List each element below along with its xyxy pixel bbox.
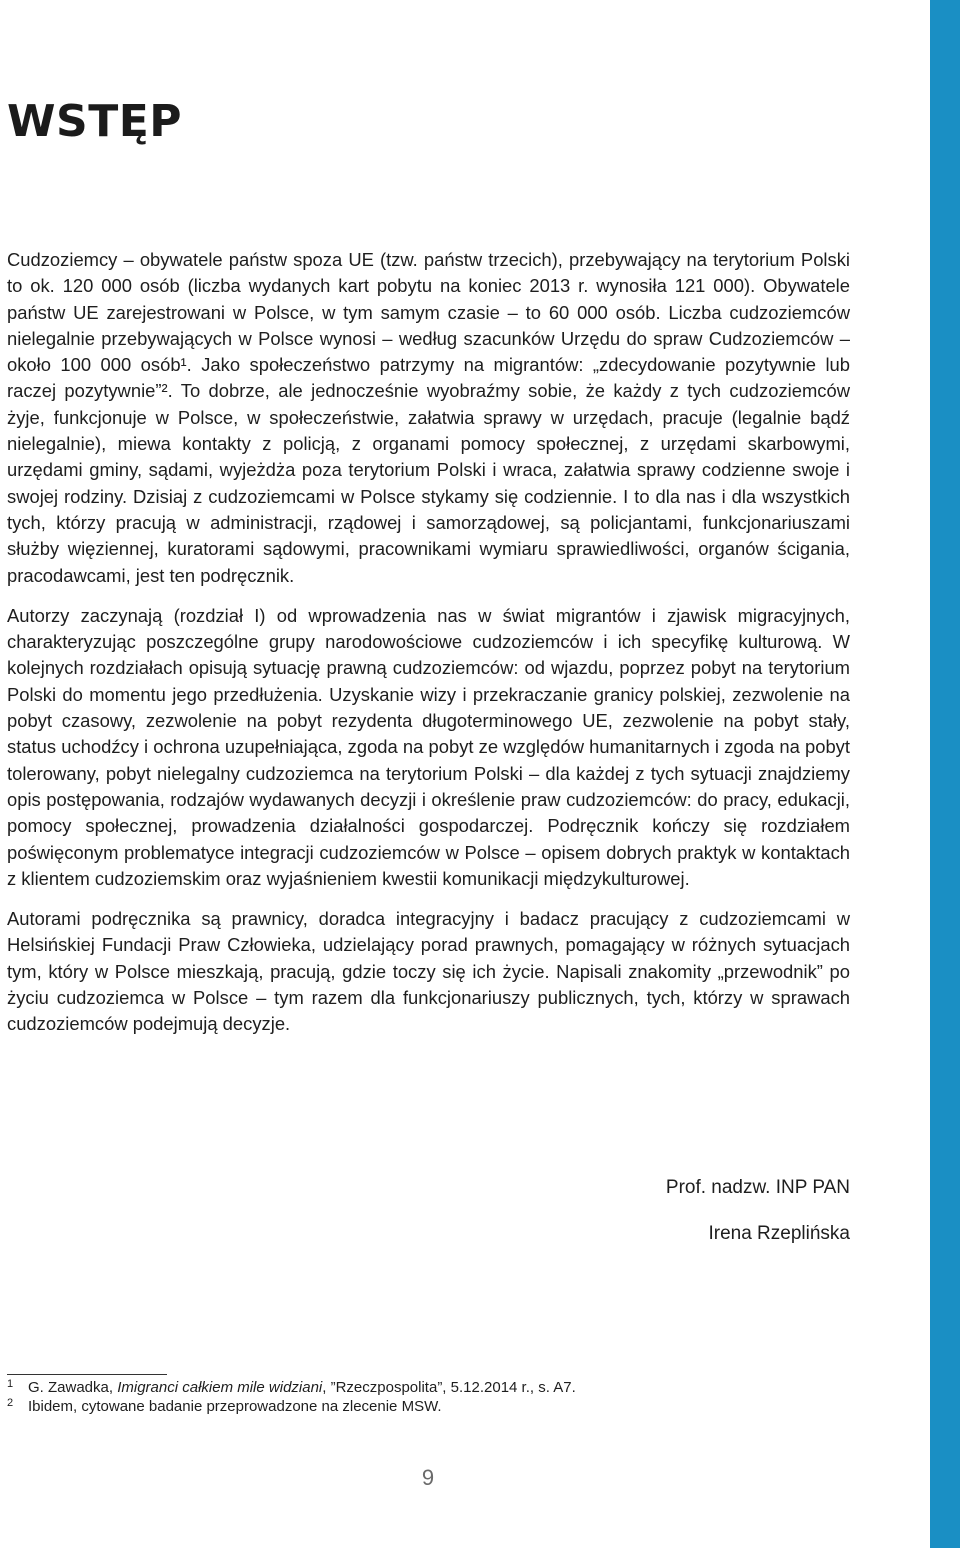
footnote-text: , ”Rzeczpospolita”, 5.12.2014 r., s. A7. [322,1379,576,1396]
paragraph-1: Cudzoziemcy – obywatele państw spoza UE (tzw. państw trzecich), przebywający na terytorium Polski to ok. 120 000 osób (liczba wydanych kart pobytu na koniec 2013 r. wynosiła 121 000). Obywatele państw UE zarejestrowani w Polsce, w tym samym czasie – to 60 000 osób. Liczba cudzoziemców nielegalnie przebywających w Polsce wynosi – według szacunków Urzędu do spraw Cudzoziemców – około 100 000 osób¹. Jako społeczeństwo patrzymy na migrantów: „zdecydowanie pozytywnie lub raczej pozytywnie”². To dobrze, ale jednocześnie wyobraźmy sobie, że każdy z tych cudzoziemców żyje, funkcjonuje w Polsce, w społeczeństwie, załatwia sprawy w urzędach, pracuje (legalnie bądź nielegalnie), miewa kontakty z policją, z organami pomocy społecznej, z urzędami skarbowymi, urzędami gminy, sądami, wyjeżdża poza terytorium Polski i wraca, załatwia sprawy codzienne swoje i swojej rodziny. Dzisiaj z cudzoziemcami w Polsce stykamy się codziennie. I to dla nas i dla wszystkich tych, którzy pracują w administracji, rządowej i samorządowej, są policjantami, funkcjonariuszami służby więziennej, kuratorami sądowymi, pracownikami wymiaru sprawiedliwości, organów ścigania, pracodawcami, jest ten podręcznik. [7,249,850,586]
footnote-text: Ibidem, cytowane badanie przeprowadzone na zlecenie MSW. [28,1397,442,1415]
signature-block [666,1175,850,1267]
accent-side-bar [930,0,960,1548]
footnote-1 [7,1379,576,1398]
footnote-number: 2 [7,1396,14,1409]
footnotes [7,1379,576,1416]
body-text [7,247,850,1052]
signature-title: Prof. nadzw. INP PAN [665,1177,850,1198]
footnote-separator [7,1374,167,1375]
page-heading: WSTĘP [7,96,183,147]
footnote-number: 1 [7,1378,14,1390]
signature-name: Irena Rzeplińska [708,1223,850,1244]
page-number: 9 [421,1465,435,1490]
paragraph-3: Autorami podręcznika są prawnicy, doradca integracyjny i badacz pracujący z cudzoziemcami w Helsińskiej Fundacji Praw Człowieka, udzielający porad prawnych, pomagający w różnych sytuacjach tym, który w Polsce mieszkają, pracują, gdzie toczy się ich życie. Napisali znakomity „przewodnik” po życiu cudzoziemca w Polsce – tym razem dla funkcjonariuszy publicznych, tych, którzy w sprawach cudzoziemców podejmują decyzje. [7,908,850,1035]
footnote-text: G. Zawadka, [28,1379,118,1396]
footnote-2 [7,1398,576,1417]
paragraph-2: Autorzy zaczynają (rozdział I) od wprowadzenia nas w świat migrantów i zjawisk migracyjnych, charakteryzując poszczególne grupy narodowościowe cudzoziemców i ich specyfikę kulturową. W kolejnych rozdziałach opisują sytuację prawną cudzoziemców: od wjazdu, poprzez pobyt na terytorium Polski do momentu jego przedłużenia. Uzyskanie wizy i przekraczanie granicy polskiej, zezwolenie na pobyt czasowy, zezwolenie na pobyt rezydenta długoterminowego UE, zezwolenie na pobyt stały, status uchodźcy i ochrona uzupełniająca, zgoda na pobyt ze względów humanitarnych i zgoda na pobyt tolerowany, pobyt nielegalny cudzoziemca na terytorium Polski – dla każdej z tych sytuacji znajdziemy opis postępowania, rodzajów wydawanych decyzji i określenie praw cudzoziemców: do pracy, edukacji, pomocy społecznej, prowadzenia działalności gospodarczej. Podręcznik kończy się rozdziałem poświęconym problematyce integracji cudzoziemców w Polsce – opisem dobrych praktyk w kontaktach z klientem cudzoziemskim oraz wyjaśnieniem kwestii komunikacji międzykulturowej. [7,604,850,889]
footnote-title: Imigranci całkiem mile widziani [117,1379,323,1396]
